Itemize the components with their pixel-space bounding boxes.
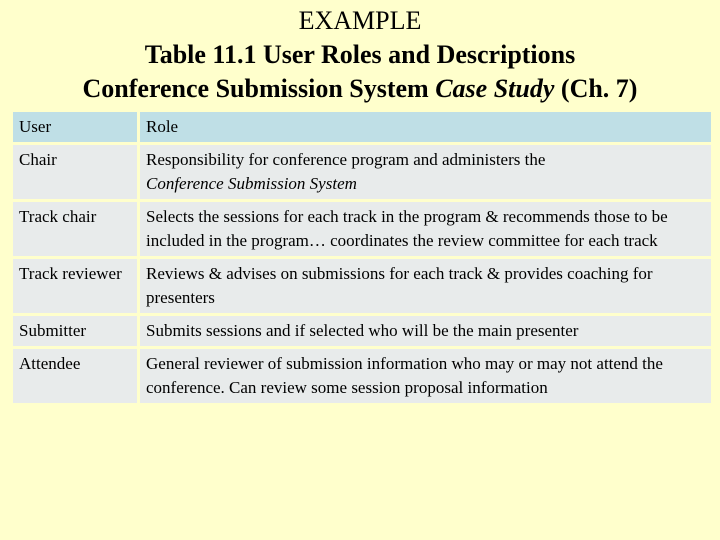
header-role: Role [140,112,711,142]
title-case-study-italic: Case Study [435,74,555,103]
cell-user: Track reviewer [13,259,137,313]
table-row [13,145,711,199]
slide-title [0,0,720,106]
cell-role: Reviews & advises on submissions for each track & provides coaching for presenters [140,259,711,313]
cell-user: Chair [13,145,137,199]
cell-user: Attendee [13,349,137,403]
cell-role [140,145,711,199]
title-case-study-suffix: (Ch. 7) [554,74,638,103]
header-user: User [13,112,137,142]
title-example: EXAMPLE [298,6,422,35]
table-row [13,316,711,346]
table-row [13,259,711,313]
table-header-row [13,112,711,142]
table-row [13,349,711,403]
cell-role-text: Responsibility for conference program and administers the [146,150,546,169]
title-case-study [0,72,720,106]
title-case-study-prefix: Conference Submission System [82,74,436,103]
cell-role: Submits sessions and if selected who will be the main presenter [140,316,711,346]
cell-user: Track chair [13,202,137,256]
cell-user: Submitter [13,316,137,346]
cell-role-italic: Conference Submission System [146,174,357,193]
title-table-caption: Table 11.1 User Roles and Descriptions [144,40,576,69]
user-roles-table [10,109,714,406]
cell-role: General reviewer of submission information who may or may not attend the conference. Can review some session proposal information [140,349,711,403]
table-row [13,202,711,256]
cell-role: Selects the sessions for each track in the program & recommends those to be included in the program… coordinates the review committee for each track [140,202,711,256]
